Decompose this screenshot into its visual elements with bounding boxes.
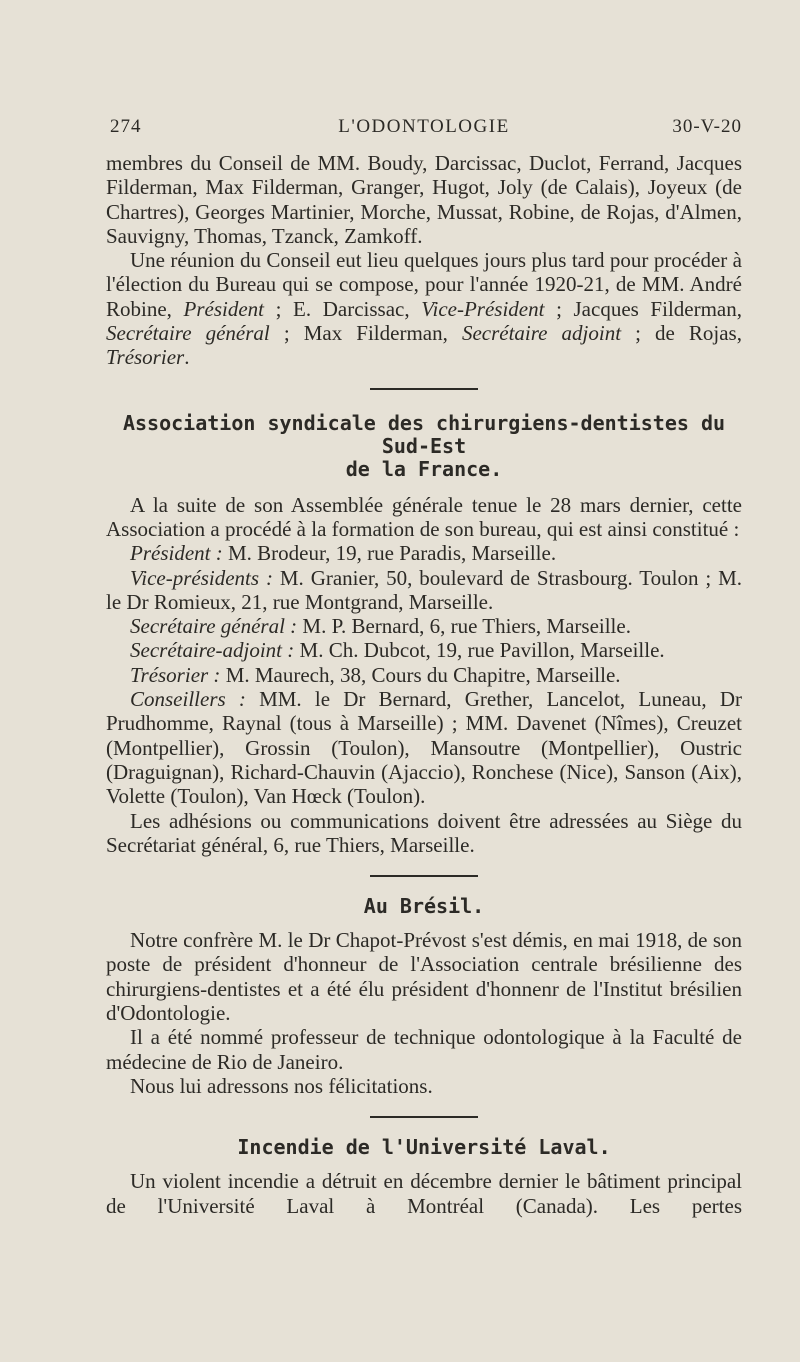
- sud-est-vice-presidents: Vice-présidents : M. Granier, 50, boulevard de Strasbourg. Toulon ; M. le Dr Romieux, 21, rue Montgrand, Marseille.: [106, 565, 743, 614]
- bresil-paragraph-2: Il a été nommé professeur de technique odontologique à la Faculté de médecine de Rio de Janeiro.: [106, 1025, 742, 1074]
- council-election-paragraph: Une réunion du Conseil eut lieu quelques jours plus tard pour procéder à l'élection du Bureau qui se compose, pour l'année 1920-21, de MM. André Robine, Président ; E. Darcissac, Vice-Président ; Jacques Filderman, Secrétaire général ; Max Filderman, Secrétaire adjoint ; de Rojas, Trésorier.: [106, 248, 742, 370]
- issue-date: 30-V-20: [672, 116, 742, 137]
- page-content: [106, 151, 742, 1218]
- journal-title: L'ODONTOLOGIE: [338, 116, 510, 137]
- council-members-paragraph: membres du Conseil de MM. Boudy, Darcissac, Duclot, Ferrand, Jacques Filderman, Max Filderman, Granger, Hugot, Joly (de Calais), Joyeux (de Chartres), Georges Martinier, Morche, Mussat, Robine, de Rojas, d'Almen, Sauvigny, Thomas, Tzanck, Zamkoff.: [106, 151, 742, 248]
- sud-est-intro-paragraph: A la suite de son Assemblée générale tenue le 28 mars dernier, cette Association a procédé à la formation de son bureau, qui est ainsi constitué :: [106, 492, 742, 541]
- bresil-paragraph-3: Nous lui adressons nos félicitations.: [130, 1073, 433, 1098]
- page-number: 274: [110, 116, 142, 137]
- sud-est-secretaire-adjoint: Secrétaire-adjoint : M. Ch. Dubcot, 19, rue Pavillon, Marseille.: [130, 638, 665, 663]
- sud-est-secretaire-general: Secrétaire général : M. P. Bernard, 6, rue Thiers, Marseille.: [130, 614, 631, 639]
- section-title-bresil: Au Brésil.: [363, 894, 485, 919]
- sud-est-adhesions-paragraph: Les adhésions ou communications doivent être adressées au Siège du Secrétariat général, 6, rue Thiers, Marseille.: [106, 808, 742, 857]
- laval-paragraph-1: Un violent incendie a détruit en décembre dernier le bâtiment principal de l'Université Laval à Montréal (Canada). Les pertes: [106, 1169, 742, 1218]
- bresil-paragraph-1: Notre confrère M. le Dr Chapot-Prévost s'est démis, en mai 1918, de son poste de président d'honneur de l'Association centrale brésilienne des chirurgiens-dentistes et a été élu président d'honnenr de l'Institut brésilien d'Odontologie.: [106, 928, 742, 1026]
- sud-est-president: Président : M. Brodeur, 19, rue Paradis, Marseille.: [130, 541, 557, 566]
- section-title-sud-est: Association syndicale des chirurgiens-dentistes du Sud-Est de la France.: [122, 410, 726, 481]
- running-header: [106, 116, 742, 140]
- section-title-laval: Incendie de l'Université Laval.: [237, 1135, 611, 1160]
- sud-est-tresorier: Trésorier : M. Maurech, 38, Cours du Chapitre, Marseille.: [130, 662, 621, 687]
- sud-est-conseillers: Conseillers : MM. le Dr Bernard, Grether, Lancelot, Luneau, Dr Prudhomme, Raynal (tous à Marseille) ; MM. Davenet (Nîmes), Creuzet (Montpellier), Grossin (Toulon), Mansoutre (Montpellier), Oustric (Draguignan), Richard-Chauvin (Ajaccio), Ronchese (Nice), Sanson (Aix), Volette (Toulon), Van Hœck (Toulon).: [106, 687, 742, 809]
